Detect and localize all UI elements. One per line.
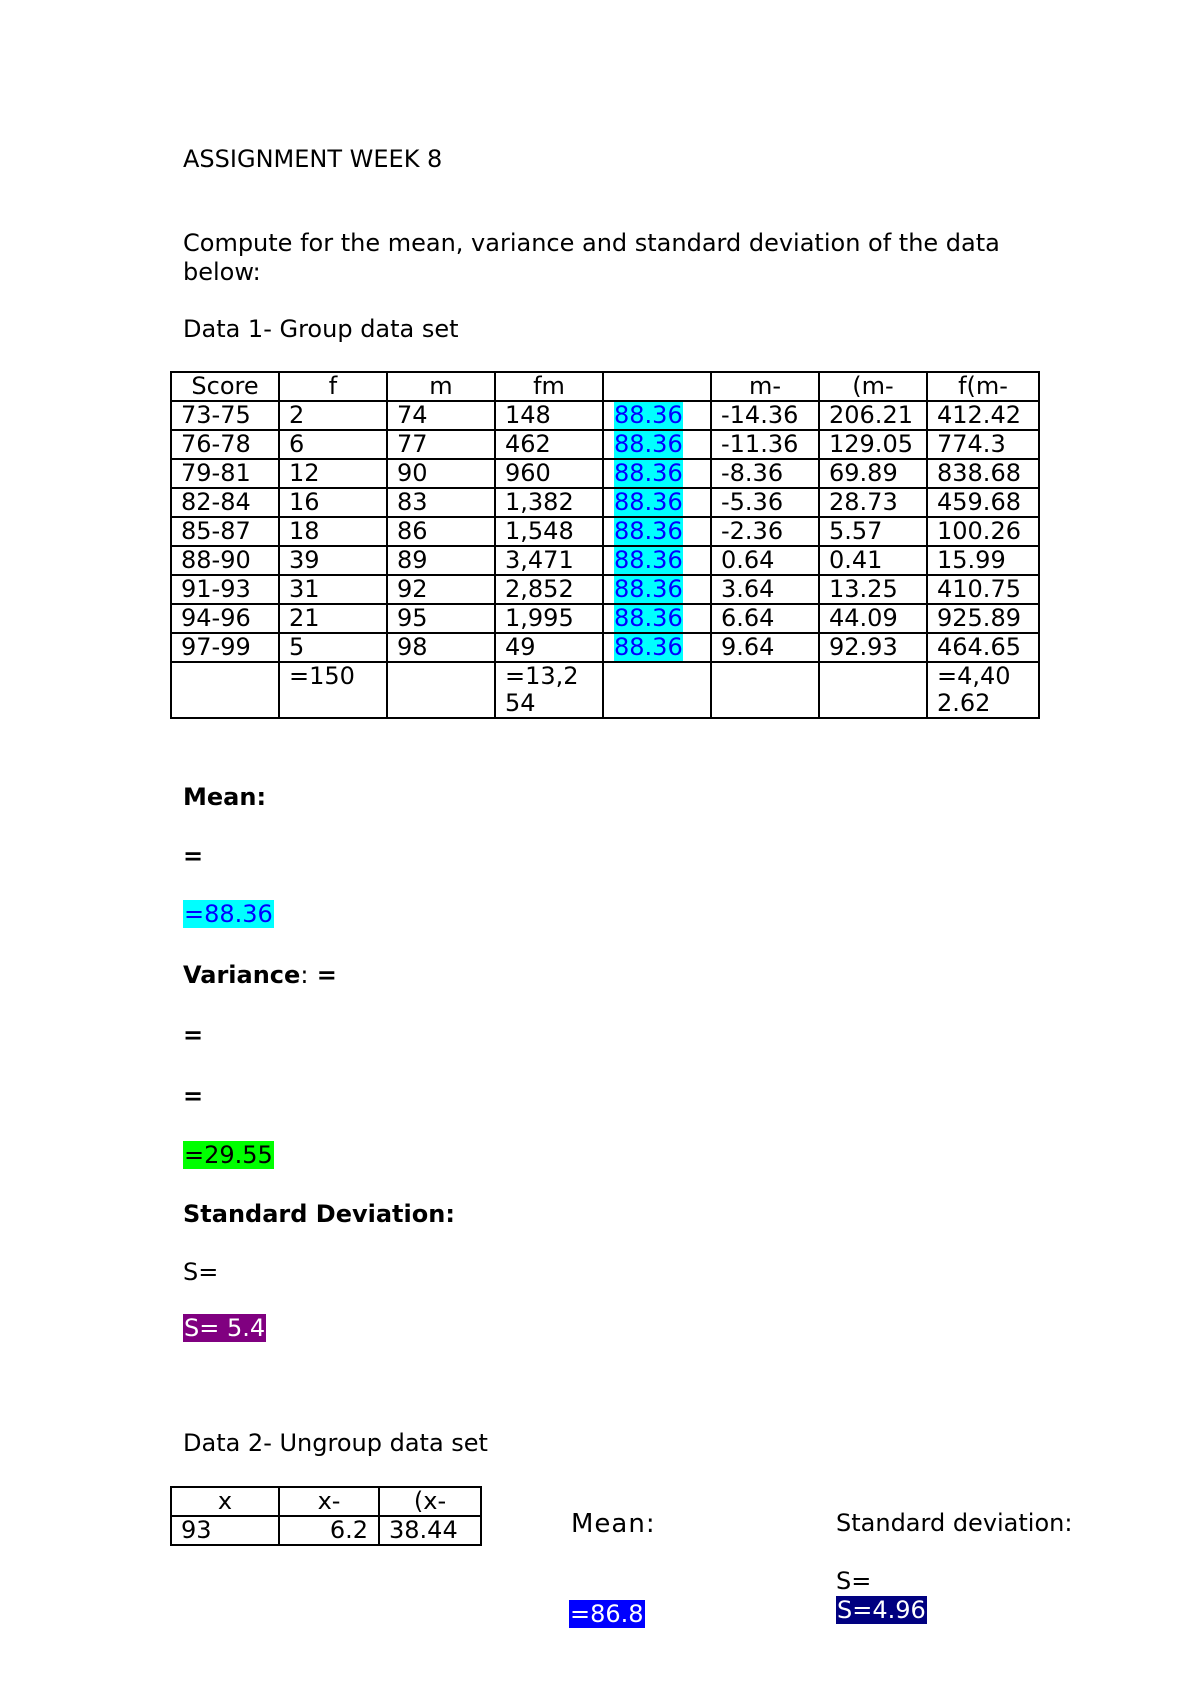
header-cell: x- xyxy=(279,1487,379,1516)
table-cell: 412.42 xyxy=(927,401,1039,430)
table-cell: 6.64 xyxy=(711,604,819,633)
variance-label-text: Variance xyxy=(183,961,301,989)
mean-equals: = xyxy=(183,842,204,870)
table-cell: 21 xyxy=(279,604,387,633)
table-cell: 44.09 xyxy=(819,604,927,633)
table-cell: 129.05 xyxy=(819,430,927,459)
table-cell: 73-75 xyxy=(171,401,279,430)
table-cell: 76-78 xyxy=(171,430,279,459)
variance-result xyxy=(183,1142,274,1168)
sd-result xyxy=(183,1315,266,1341)
table-cell: 0.64 xyxy=(711,546,819,575)
mean-value-highlight: 88.36 xyxy=(614,459,683,487)
total-cell xyxy=(387,662,495,718)
table-total-row xyxy=(171,662,1039,718)
table-row xyxy=(171,401,1039,430)
table-cell: -5.36 xyxy=(711,488,819,517)
table-cell: 2,852 xyxy=(495,575,603,604)
total-cell xyxy=(819,662,927,718)
total-cell xyxy=(711,662,819,718)
mean-value-highlight: 88.36 xyxy=(614,401,683,429)
header-cell: (x- xyxy=(379,1487,481,1516)
mean-value-highlight: 88.36 xyxy=(614,430,683,458)
table-cell: 97-99 xyxy=(171,633,279,662)
table-cell: 5 xyxy=(279,633,387,662)
table-row xyxy=(171,1516,481,1545)
table-cell: 9.64 xyxy=(711,633,819,662)
table-cell: 1,382 xyxy=(495,488,603,517)
header-cell: f xyxy=(279,372,387,401)
header-cell: Score xyxy=(171,372,279,401)
table-cell: 774.3 xyxy=(927,430,1039,459)
table-cell: 74 xyxy=(387,401,495,430)
table-cell: 83 xyxy=(387,488,495,517)
table-cell: 960 xyxy=(495,459,603,488)
data2-sd-result xyxy=(836,1597,927,1623)
table-cell: 925.89 xyxy=(927,604,1039,633)
table-cell: -8.36 xyxy=(711,459,819,488)
variance-label xyxy=(183,962,337,988)
group-data-table xyxy=(170,371,1040,719)
header-cell: x xyxy=(171,1487,279,1516)
table-cell: 15.99 xyxy=(927,546,1039,575)
table-cell xyxy=(603,633,711,662)
header-cell: (m- xyxy=(819,372,927,401)
table-cell: 3.64 xyxy=(711,575,819,604)
table-cell: 88-90 xyxy=(171,546,279,575)
table-cell xyxy=(603,604,711,633)
table-cell xyxy=(603,401,711,430)
table-cell: 459.68 xyxy=(927,488,1039,517)
mean-value-highlight: 88.36 xyxy=(614,546,683,574)
variance-colon: : xyxy=(300,961,309,989)
table-cell: 6 xyxy=(279,430,387,459)
mean-label: Mean: xyxy=(183,783,267,811)
table-cell: 38.44 xyxy=(379,1516,481,1545)
ungroup-data-table xyxy=(170,1486,482,1546)
table-cell: 85-87 xyxy=(171,517,279,546)
table-cell: 89 xyxy=(387,546,495,575)
header-cell xyxy=(603,372,711,401)
table-cell: 1,548 xyxy=(495,517,603,546)
data2-mean-result xyxy=(569,1601,645,1627)
table-row xyxy=(171,459,1039,488)
table-cell xyxy=(603,430,711,459)
table-cell xyxy=(603,575,711,604)
table-cell: 12 xyxy=(279,459,387,488)
table-cell: 77 xyxy=(387,430,495,459)
table-cell: 94-96 xyxy=(171,604,279,633)
variance-equals-2: = xyxy=(183,1082,204,1110)
table-cell: 31 xyxy=(279,575,387,604)
table-header-row xyxy=(171,1487,481,1516)
table-row xyxy=(171,488,1039,517)
header-cell: m- xyxy=(711,372,819,401)
table-cell xyxy=(603,488,711,517)
table-cell: 92 xyxy=(387,575,495,604)
table-cell: 13.25 xyxy=(819,575,927,604)
table-row xyxy=(171,575,1039,604)
table-row xyxy=(171,430,1039,459)
total-cell xyxy=(603,662,711,718)
table-cell: -14.36 xyxy=(711,401,819,430)
data2-sd-label: Standard deviation: xyxy=(836,1509,1073,1537)
total-cell: =4,40 2.62 xyxy=(927,662,1039,718)
total-cell xyxy=(171,662,279,718)
table-cell: 49 xyxy=(495,633,603,662)
table-cell: 82-84 xyxy=(171,488,279,517)
table-cell: 410.75 xyxy=(927,575,1039,604)
total-cell: =150 xyxy=(279,662,387,718)
table-cell: 1,995 xyxy=(495,604,603,633)
table-cell: 3,471 xyxy=(495,546,603,575)
table-cell: 93 xyxy=(171,1516,279,1545)
header-cell: f(m- xyxy=(927,372,1039,401)
variance-equals-inline: = xyxy=(308,961,337,989)
data2-sd-result-highlight: S=4.96 xyxy=(837,1596,926,1624)
table-header-row xyxy=(171,372,1039,401)
table-cell: 464.65 xyxy=(927,633,1039,662)
table-row xyxy=(171,633,1039,662)
table-cell: 148 xyxy=(495,401,603,430)
variance-equals-1: = xyxy=(183,1021,204,1049)
mean-value-highlight: 88.36 xyxy=(614,633,683,661)
table-cell xyxy=(603,459,711,488)
variance-result-highlight: =29.55 xyxy=(184,1141,273,1169)
table-cell: 79-81 xyxy=(171,459,279,488)
table-row xyxy=(171,604,1039,633)
table-cell: 206.21 xyxy=(819,401,927,430)
instruction-text: Compute for the mean, variance and standard deviation of the data below: xyxy=(183,229,1000,286)
table-cell: 6.2 xyxy=(279,1516,379,1545)
mean-result-highlight: =88.36 xyxy=(184,900,273,928)
sd-s-equals: S= xyxy=(183,1258,219,1286)
header-cell: m xyxy=(387,372,495,401)
table-cell: 18 xyxy=(279,517,387,546)
data1-heading: Data 1- Group data set xyxy=(183,315,459,343)
table-cell: 92.93 xyxy=(819,633,927,662)
table-cell: 39 xyxy=(279,546,387,575)
table-cell: 90 xyxy=(387,459,495,488)
table-cell: 95 xyxy=(387,604,495,633)
table-cell: 69.89 xyxy=(819,459,927,488)
table-cell: 0.41 xyxy=(819,546,927,575)
table-cell xyxy=(603,517,711,546)
data2-sd-s-equals: S= xyxy=(836,1567,872,1595)
mean-value-highlight: 88.36 xyxy=(614,488,683,516)
sd-label: Standard Deviation: xyxy=(183,1200,455,1228)
mean-result xyxy=(183,901,274,927)
table-cell: 5.57 xyxy=(819,517,927,546)
table-cell: 86 xyxy=(387,517,495,546)
page-title: ASSIGNMENT WEEK 8 xyxy=(183,145,443,173)
mean-value-highlight: 88.36 xyxy=(614,517,683,545)
table-cell: 100.26 xyxy=(927,517,1039,546)
table-row xyxy=(171,546,1039,575)
mean-value-highlight: 88.36 xyxy=(614,575,683,603)
table-cell: 16 xyxy=(279,488,387,517)
table-cell: 838.68 xyxy=(927,459,1039,488)
total-cell: =13,2 54 xyxy=(495,662,603,718)
table-cell: 2 xyxy=(279,401,387,430)
sd-result-highlight: S= 5.4 xyxy=(184,1314,266,1342)
data2-mean-label: Mean: xyxy=(571,1509,656,1539)
data2-mean-result-highlight: =86.8 xyxy=(570,1600,644,1628)
table-row xyxy=(171,517,1039,546)
table-cell: 91-93 xyxy=(171,575,279,604)
table-cell: 28.73 xyxy=(819,488,927,517)
data2-heading: Data 2- Ungroup data set xyxy=(183,1429,488,1457)
table-cell: -2.36 xyxy=(711,517,819,546)
header-cell: fm xyxy=(495,372,603,401)
table-cell: -11.36 xyxy=(711,430,819,459)
table-cell xyxy=(603,546,711,575)
table-cell: 462 xyxy=(495,430,603,459)
table-cell: 98 xyxy=(387,633,495,662)
mean-value-highlight: 88.36 xyxy=(614,604,683,632)
